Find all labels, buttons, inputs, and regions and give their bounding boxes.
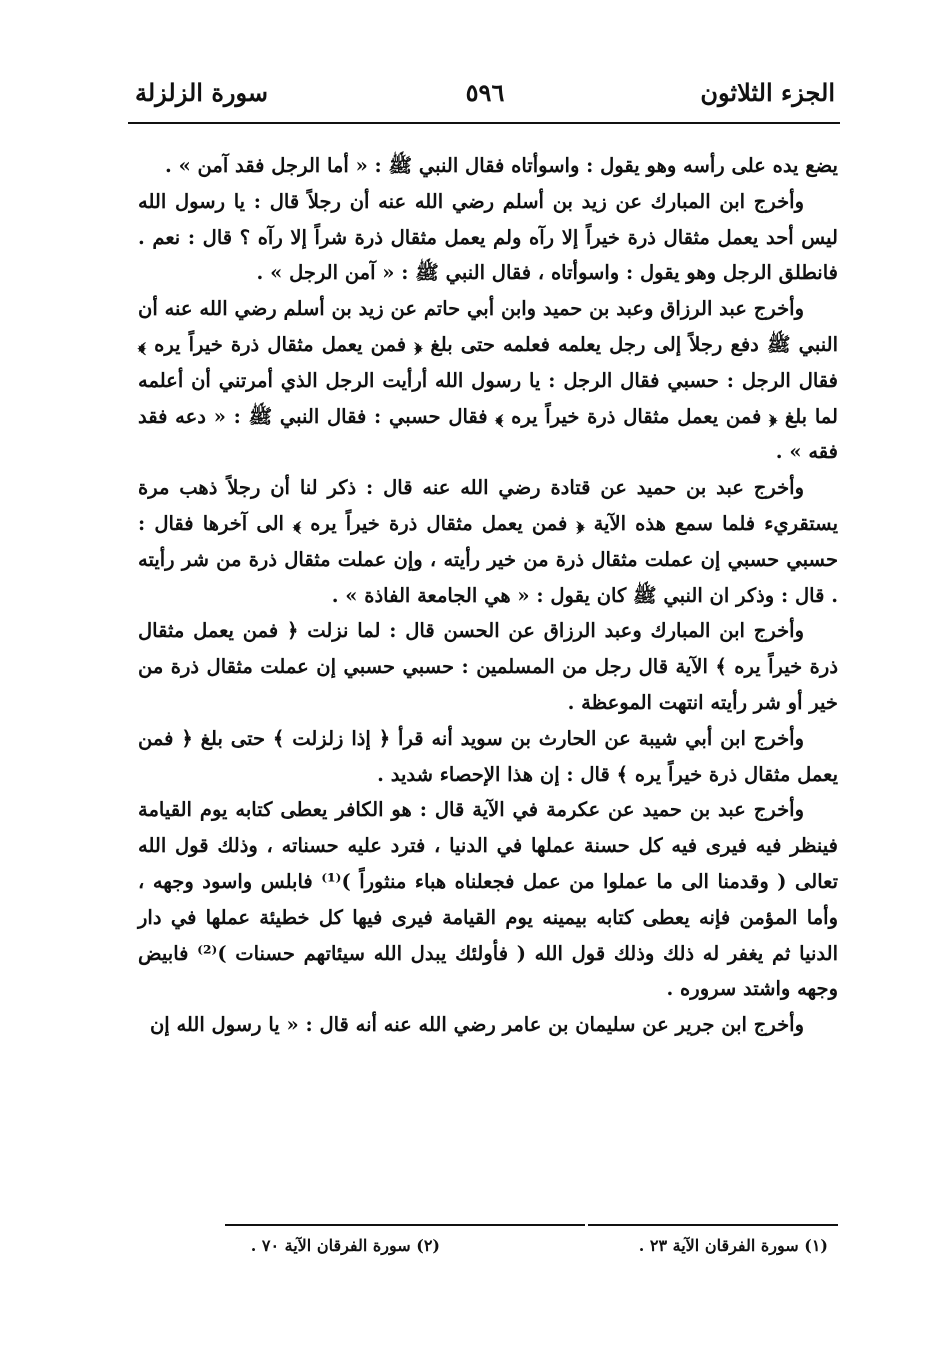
footnote-divider-left (225, 1224, 585, 1226)
paragraph-8: وأخرج ابن جرير عن سليمان بن عامر رضي الله عنه أنه قال : « يا رسول الله إن (149, 1013, 804, 1037)
footnote-1: (١) سورة الفرقان الآية ٢٣ . (638, 1236, 828, 1255)
footnote-divider-right (588, 1224, 838, 1226)
paragraph-1: يضع يده على رأسه وهو يقول : واسوأتاه فقال النبي ﷺ : « أما الرجل فقد آمن » . (165, 154, 838, 177)
surah-title: سورة الزلزلة (135, 78, 268, 107)
part-title: الجزء الثلاثون (700, 78, 835, 107)
page-number: ٥٩٦ (465, 78, 505, 107)
paragraph-7: وأخرج عبد بن حميد عن عكرمة في الآية قال : هو الكافر يعطى كتابه يوم القيامة فينظر فيه فيرى فيه كل حسنة عملها في الدنيا ، فترد عليه حسناته ، وذلك قول الله تعالى ( وقدمنا الى ما عملوا من عمل فجعلناه هباء منثوراً )⁽¹⁾ فابلس واسود وجهه ، وأما المؤمن فإنه يعطى كتابه بيمينه يوم القيامة فيرى فيها كل خطيئة عملها في دار الدنيا ثم يغفر له ذلك وذلك قول الله ( فأولئك يبدل الله سيئاتهم حسنات )⁽²⁾ فابيض وجهه واشتد سروره . (138, 798, 839, 1001)
paragraph-3: وأخرج عبد الرزاق وعبد بن حميد وابن أبي حاتم عن زيد بن أسلم رضي الله عنه أن النبي ﷺ دفع رجلاً إلى رجل يعلمه فعلمه حتى بلغ ﴿ فمن يعمل مثقال ذرة خيراً يره ﴾ فقال الرجل : حسبي فقال الرجل : يا رسول الله أرأيت الرجل الذي أمرتني أن أعلمه لما بلغ ﴿ فمن يعمل مثقال ذرة خيراً يره ﴾ فقال حسبي : فقال النبي ﷺ : « دعه فقد فقه » . (138, 297, 838, 464)
footnote-2: (٢) سورة الفرقان الآية ٧٠ . (250, 1236, 440, 1255)
paragraph-5: وأخرج ابن المبارك وعبد الرزاق عن الحسن قال : لما نزلت ﴿ فمن يعمل مثقال ذرة خيراً يره ﴾ الآية قال رجل من المسلمين : حسبي حسبي إن عملت مثقال ذرة من خير أو شر رأيته انتهت الموعظة . (138, 619, 838, 714)
paragraph-4: وأخرج عبد بن حميد عن قتادة رضي الله عنه قال : ذكر لنا أن رجلاً ذهب مرة يستقريء فلما سمع هذه الآية ﴿ فمن يعمل مثقال ذرة خيراً يره ﴾ الى آخرها فقال : حسبي حسبي إن عملت مثقال ذرة من خير رأيته ، وإن عملت مثقال ذرة من شر رأيته . قال : وذكر ان النبي ﷺ كان يقول : « هي الجامعة الفاذة » . (138, 476, 838, 607)
main-text (138, 148, 838, 1043)
header-divider (128, 122, 840, 124)
paragraph-2: وأخرج ابن المبارك عن زيد بن أسلم رضي الله عنه أن رجلاً قال : يا رسول الله ليس أحد يعمل مثقال ذرة خيراً إلا رآه ولم يعمل مثقال ذرة شراً إلا رآه ؟ قال : نعم . فانطلق الرجل وهو يقول : واسوأتاه ، فقال النبي ﷺ : « آمن الرجل » . (138, 189, 838, 285)
paragraph-6: وأخرج ابن أبي شيبة عن الحارث بن سويد أنه قرأ ﴿ إذا زلزلت ﴾ حتى بلغ ﴿ فمن يعمل مثقال ذرة خيراً يره ﴾ قال : إن هذا الإحصاء شديد . (138, 726, 838, 786)
page-header (135, 78, 835, 118)
